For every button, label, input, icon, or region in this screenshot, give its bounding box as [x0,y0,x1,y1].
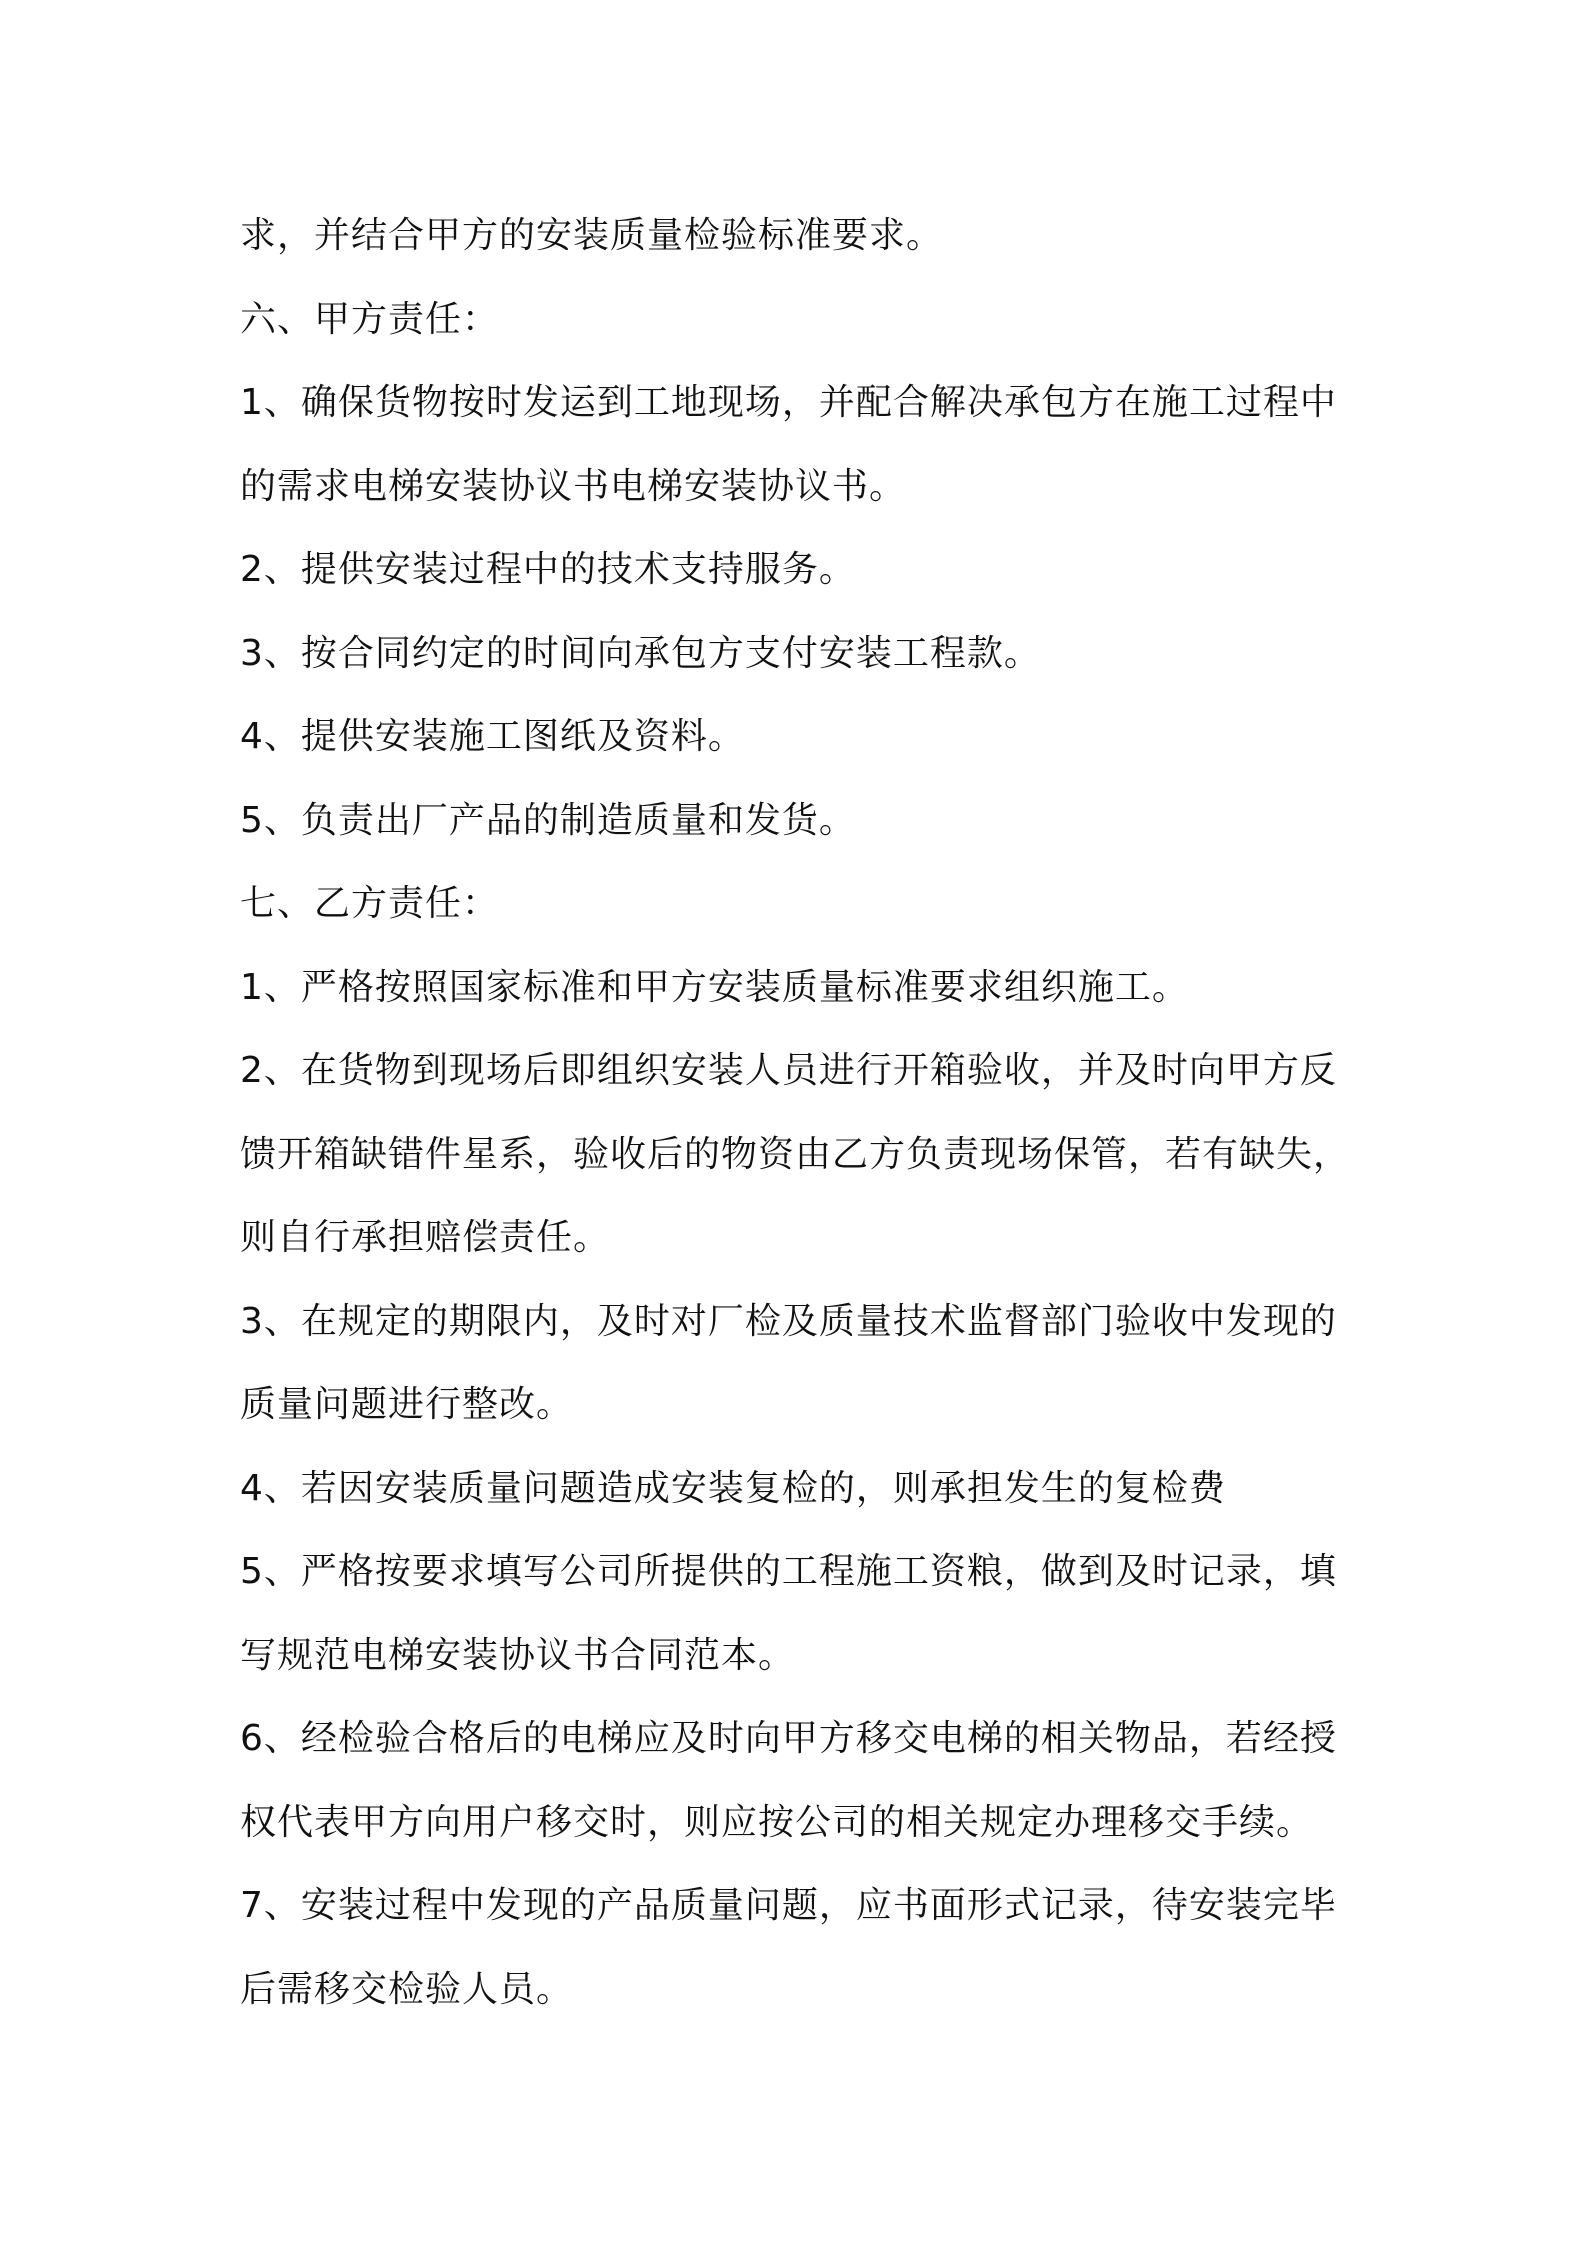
text-line: 3、在规定的期限内，及时对厂检及质量技术监督部门验收中发现的 [240,1300,1337,1342]
text-line: 则自行承担赔偿责任。 [240,1217,611,1258]
text-line: 1、严格按照国家标准和甲方安装质量标准要求组织施工。 [240,966,1189,1008]
text-line: 5、严格按要求填写公司所提供的工程施工资粮，做到及时记录，填 [240,1551,1337,1592]
text-line: 4、若因安装质量问题造成安装复检的，则承担发生的复检费 [240,1467,1226,1509]
section-heading-party-b: 七、乙方责任： [240,883,500,924]
text-line: 3、按合同约定的时间向承包方支付安装工程款。 [240,632,1041,674]
text-line: 2、在货物到现场后即组织安装人员进行开箱验收，并及时向甲方反 [240,1050,1337,1091]
text-line: 4、提供安装施工图纸及资料。 [240,716,745,757]
text-line: 的需求电梯安装协议书电梯安装协议书。 [240,465,907,507]
text-line: 5、负责出厂产品的制造质量和发货。 [240,799,856,841]
text-line: 馈开箱缺错件星系，验收后的物资由乙方负责现场保管，若有缺失， [240,1133,1351,1175]
text-line: 权代表甲方向用户移交时，则应按公司的相关规定办理移交手续。 [240,1801,1314,1843]
text-line: 7、安装过程中发现的产品质量问题，应书面形式记录，待安装完毕 [240,1885,1337,1926]
text-line: 写规范电梯安装协议书合同范本。 [240,1634,796,1676]
text-line: 6、经检验合格后的电梯应及时向甲方移交电梯的相关物品，若经授 [240,1718,1337,1759]
text-line: 1、确保货物按时发运到工地现场，并配合解决承包方在施工过程中 [240,382,1337,423]
text-line: 2、提供安装过程中的技术支持服务。 [240,549,856,590]
text-line: 求，并结合甲方的安装质量检验标准要求。 [240,215,944,256]
section-heading-party-a: 六、甲方责任： [240,298,500,340]
document-body [240,194,1360,2031]
text-line: 后需移交检验人员。 [240,1968,574,2010]
text-line: 质量问题进行整改。 [240,1384,574,1425]
